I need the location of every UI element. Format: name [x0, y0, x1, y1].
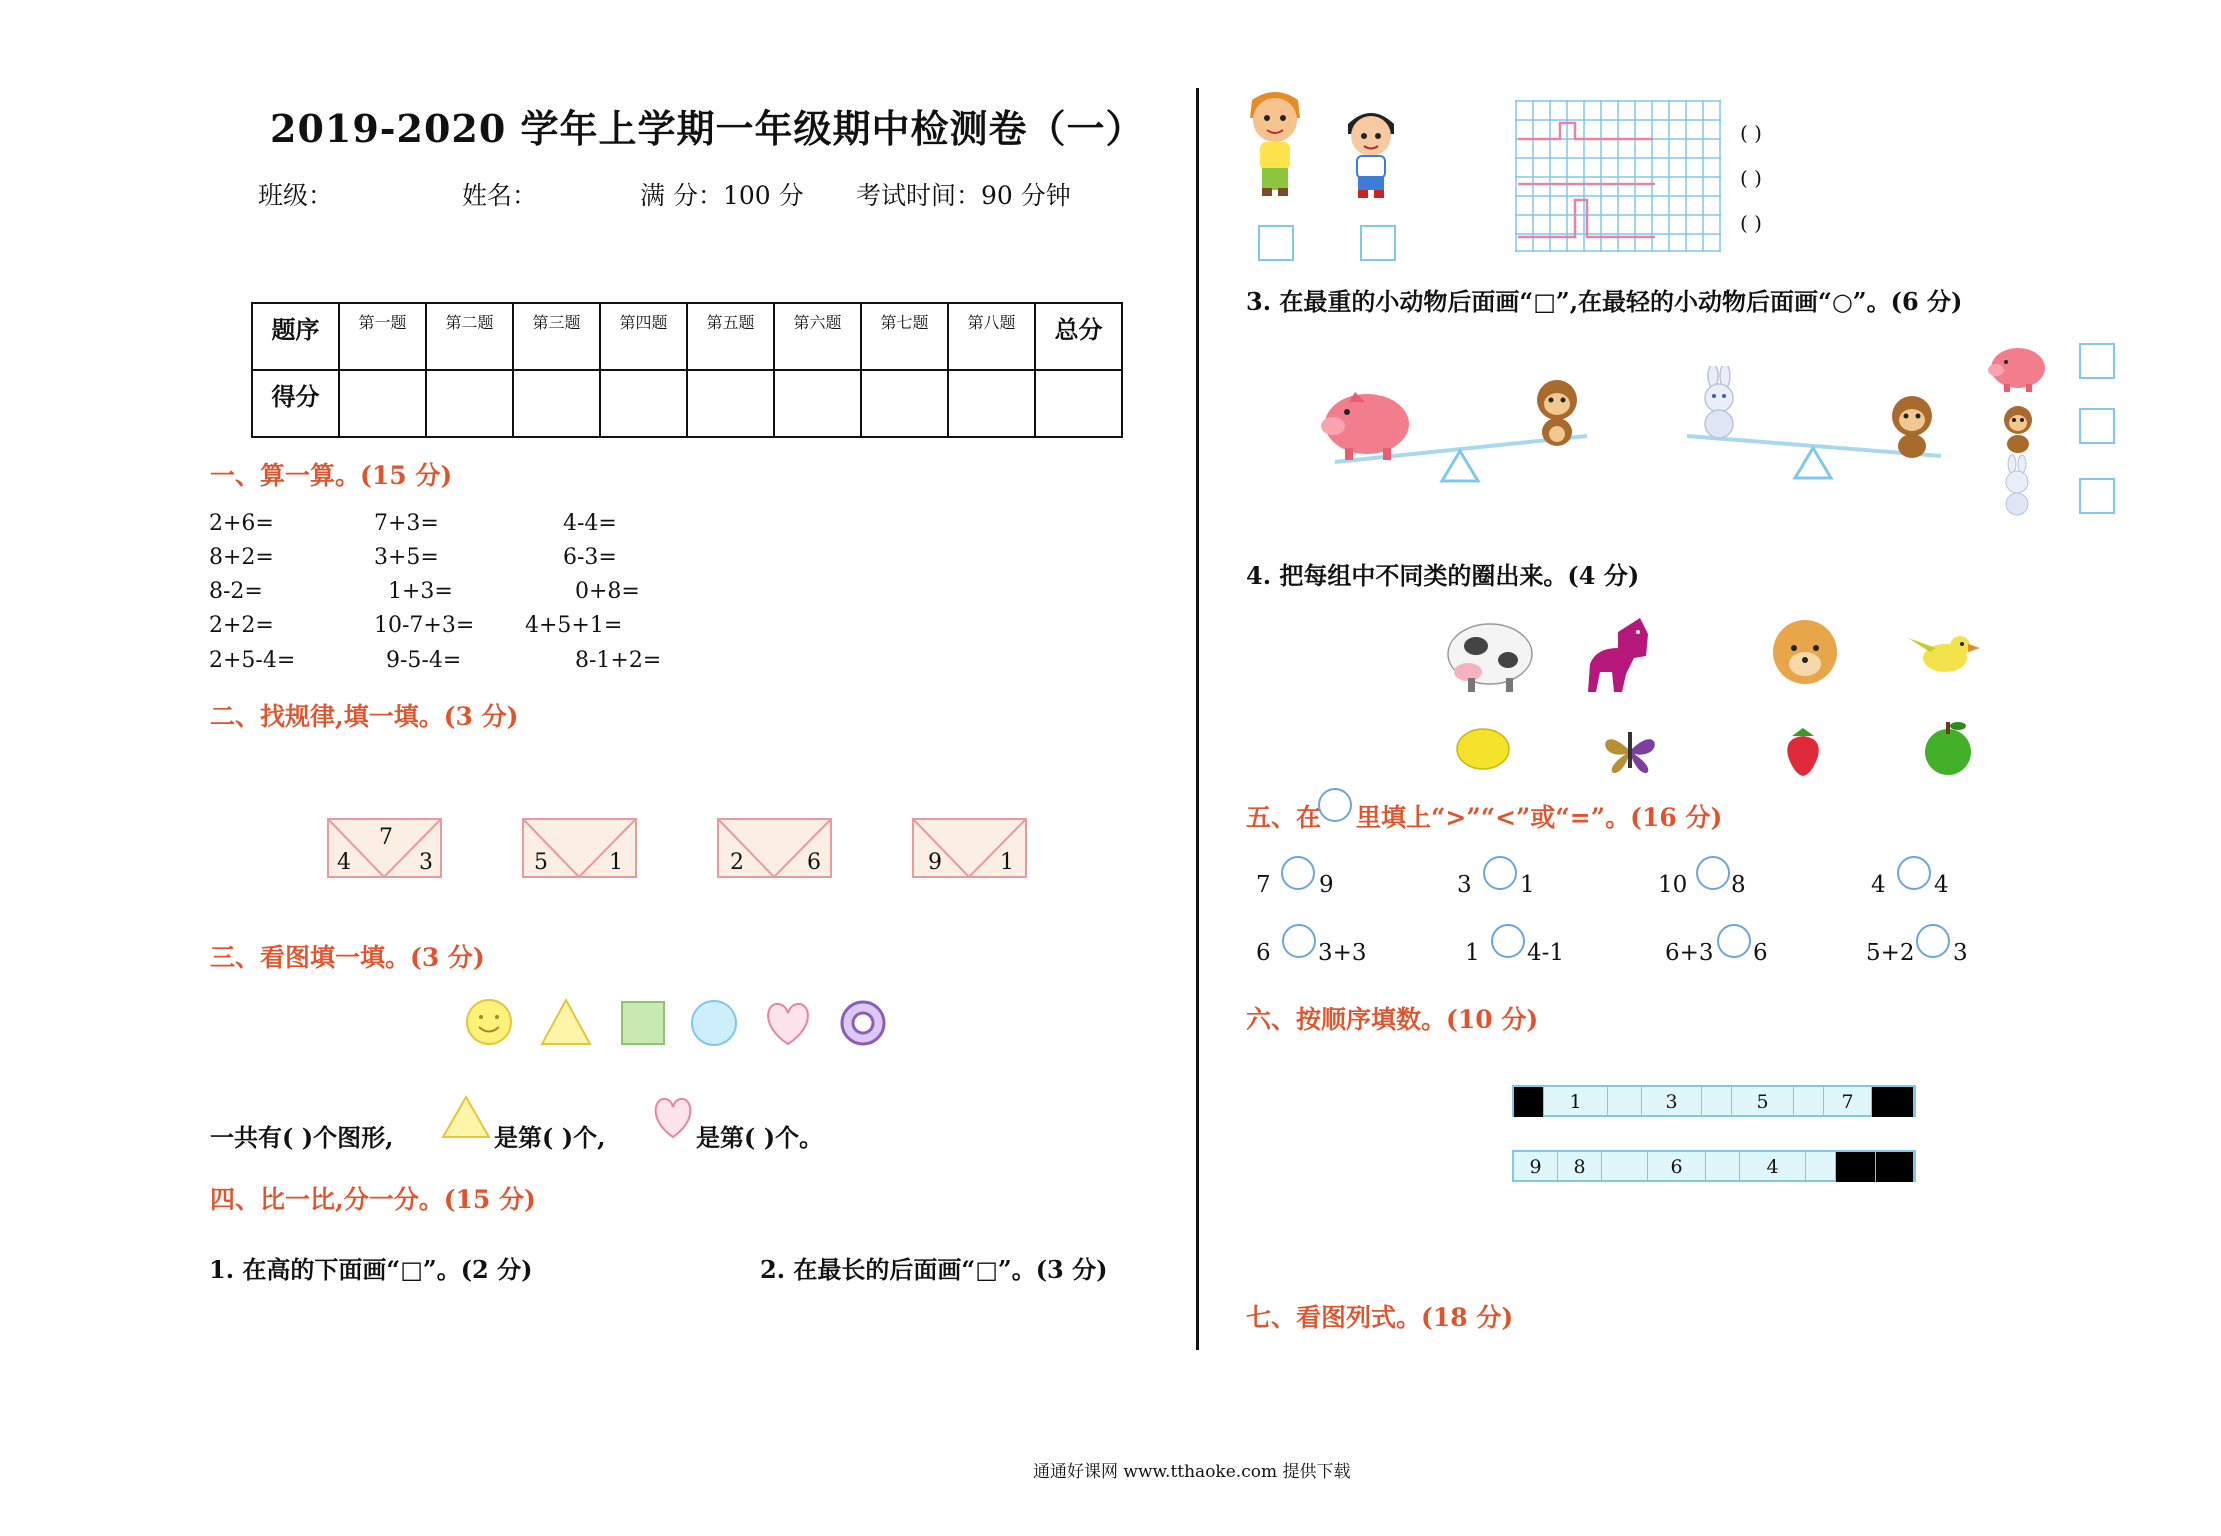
number-cell-blank[interactable] [1702, 1087, 1732, 1117]
triangle-inline-icon [440, 1094, 492, 1140]
compare-right: 6 [1753, 940, 1768, 966]
class-label: 班级： [258, 181, 334, 210]
score-input-cell[interactable] [339, 370, 426, 437]
compare-right: 3 [1953, 940, 1968, 966]
envelope [912, 818, 1027, 878]
envelope-right-number: 6 [807, 850, 821, 875]
problem: 2+5-4= [209, 648, 296, 673]
compare-right: 4-1 [1527, 940, 1565, 966]
compare-circle-blank[interactable] [1717, 924, 1751, 958]
compare-circle-blank[interactable] [1281, 856, 1315, 890]
score-table [251, 302, 1123, 438]
compare-circle-blank[interactable] [1916, 924, 1950, 958]
horse-icon[interactable] [1588, 618, 1648, 692]
lemon-icon[interactable] [1457, 729, 1509, 769]
section3-question-part1: 一共有( )个图形, [210, 1123, 394, 1152]
score-table-header-row [252, 303, 1122, 370]
problem: 8+2= [209, 545, 274, 570]
number-cell-blank[interactable] [1706, 1152, 1740, 1182]
problem: 6-3= [563, 545, 617, 570]
grid-paper-figure [1515, 100, 1721, 252]
section5-title-post: 里填上“>”“<”或“=”。(16 分) [1356, 803, 1723, 832]
problem: 10-7+3= [374, 613, 475, 638]
problem: 8-2= [209, 579, 263, 604]
number-strip-bottom [1512, 1150, 1916, 1182]
smiley-face-icon [467, 1000, 511, 1044]
section1-title: 一、算一算。(15 分) [210, 461, 453, 490]
problem: 3+5= [374, 545, 439, 570]
dog-icon[interactable] [1773, 620, 1837, 684]
compare-left: 5+2 [1866, 940, 1915, 966]
envelope [717, 818, 832, 878]
butterfly-icon[interactable] [1605, 732, 1655, 773]
number-cell: 5 [1732, 1087, 1794, 1117]
problem: 2+6= [209, 511, 274, 536]
seesaw-figures [1305, 366, 1955, 526]
envelope-right-number: 1 [609, 850, 623, 875]
rabbit-icon [2006, 455, 2028, 515]
problem: 1+3= [388, 579, 453, 604]
monkey-icon [1892, 396, 1932, 458]
answer-square-box[interactable] [2079, 408, 2115, 444]
score-input-cell[interactable] [774, 370, 861, 437]
compare-right: 1 [1520, 872, 1535, 898]
cow-icon[interactable] [1448, 624, 1532, 692]
problem: 4-4= [563, 511, 617, 536]
score-cell-label: 得分 [252, 370, 339, 437]
compare-left: 3 [1457, 872, 1472, 898]
envelope [327, 818, 442, 878]
strawberry-icon[interactable] [1787, 728, 1818, 776]
section4-title: 四、比一比,分一分。(15 分) [210, 1185, 536, 1214]
problem: 0+8= [575, 579, 640, 604]
compare-left: 4 [1871, 872, 1886, 898]
column-divider [1196, 88, 1199, 1350]
score-cell-header: 第一题 [339, 303, 426, 370]
number-cell-blank[interactable] [1608, 1087, 1642, 1117]
apple-icon[interactable] [1925, 722, 1971, 775]
envelope-top-number: 7 [379, 825, 393, 850]
envelope-left-number: 5 [534, 850, 548, 875]
answer-bracket[interactable]: ( ) [1740, 211, 1762, 235]
score-input-cell[interactable] [861, 370, 948, 437]
tall-boy-icon [1240, 88, 1310, 198]
section2-title: 二、找规律,填一填。(3 分) [210, 702, 519, 731]
number-cell-blank[interactable] [1794, 1087, 1824, 1117]
compare-circle-blank[interactable] [1282, 924, 1316, 958]
exam-time: 考试时间：90 分钟 [856, 181, 1071, 210]
pig-icon [1321, 392, 1409, 460]
envelope-right-number: 1 [1000, 850, 1014, 875]
shape-row [460, 994, 900, 1054]
score-input-cell[interactable] [426, 370, 513, 437]
score-input-cell[interactable] [948, 370, 1035, 437]
section4-q2: 2. 在最长的后面画“□”。(3 分) [760, 1255, 1108, 1284]
score-cell-header: 第八题 [948, 303, 1035, 370]
number-cell-blank[interactable] [1806, 1152, 1836, 1182]
answer-square-box[interactable] [1258, 225, 1294, 261]
black-end-cell [1836, 1152, 1876, 1182]
score-cell-header: 第三题 [513, 303, 600, 370]
number-cell: 4 [1740, 1152, 1806, 1182]
problem: 2+2= [209, 613, 274, 638]
envelope-left-number: 4 [337, 850, 351, 875]
problem: 4+5+1= [525, 613, 623, 638]
section7-title: 七、看图列式。(18 分) [1246, 1303, 1514, 1332]
problem: 8-1+2= [575, 648, 662, 673]
compare-left: 6 [1256, 940, 1271, 966]
score-cell-header: 第六题 [774, 303, 861, 370]
number-cell: 6 [1648, 1152, 1706, 1182]
compare-left: 10 [1658, 872, 1688, 898]
compare-right: 9 [1319, 872, 1334, 898]
number-cell: 3 [1642, 1087, 1702, 1117]
triangle-shape-icon [542, 1000, 590, 1044]
number-cell: 1 [1544, 1087, 1608, 1117]
envelope-left-number: 9 [928, 850, 942, 875]
section4-q4: 4. 把每组中不同类的圈出来。(4 分) [1246, 561, 1640, 590]
score-input-cell[interactable] [513, 370, 600, 437]
compare-left: 1 [1465, 940, 1480, 966]
envelope-left-number: 2 [730, 850, 744, 875]
pig-icon [1988, 348, 2045, 392]
monkey-icon [2004, 406, 2032, 453]
score-cell-label: 题序 [252, 303, 339, 370]
number-cell-blank[interactable] [1602, 1152, 1648, 1182]
short-boy-icon [1340, 106, 1402, 202]
section3-title: 三、看图填一填。(3 分) [210, 943, 485, 972]
full-score: 满 分：100 分 [640, 181, 804, 210]
monkey-icon [1537, 380, 1577, 446]
compare-left: 6+3 [1665, 940, 1714, 966]
number-cell: 7 [1824, 1087, 1872, 1117]
section6-title: 六、按顺序填数。(10 分) [1246, 1005, 1539, 1034]
score-cell-header: 第四题 [600, 303, 687, 370]
score-cell-header: 第二题 [426, 303, 513, 370]
heart-shape-icon [768, 1004, 808, 1044]
answer-square-box[interactable] [1360, 225, 1396, 261]
black-end-cell [1514, 1087, 1544, 1117]
black-end-cell [1876, 1152, 1914, 1182]
number-cell: 9 [1514, 1152, 1558, 1182]
rabbit-icon [1705, 366, 1733, 438]
name-label: 姓名： [462, 181, 538, 210]
compare-left: 7 [1256, 872, 1271, 898]
compare-right: 4 [1934, 872, 1949, 898]
envelope-right-number: 3 [419, 850, 433, 875]
title-circle-icon [1318, 788, 1352, 822]
classification-images[interactable] [1440, 612, 2000, 782]
bird-icon[interactable] [1908, 636, 1980, 672]
envelope [522, 818, 637, 878]
black-end-cell [1872, 1087, 1914, 1117]
section3-question-part2: 是第( )个, [494, 1123, 606, 1152]
answer-square-box[interactable] [2079, 343, 2115, 379]
score-cell-header: 第七题 [861, 303, 948, 370]
footer-credit: 通通好课网 www.tthaoke.com 提供下载 [1033, 1462, 1351, 1482]
circle-shape-icon [692, 1001, 736, 1045]
score-table-score-row [252, 370, 1122, 437]
heart-inline-icon [650, 1094, 696, 1140]
problem: 9-5-4= [386, 648, 462, 673]
square-shape-icon [622, 1002, 664, 1044]
ring-shape-icon [842, 1002, 884, 1044]
score-input-cell[interactable] [600, 370, 687, 437]
compare-circle-blank[interactable] [1483, 856, 1517, 890]
answer-square-box[interactable] [2079, 478, 2115, 514]
section5-title-pre: 五、在 [1246, 803, 1322, 832]
compare-circle-blank[interactable] [1491, 924, 1525, 958]
page-title: 2019-2020 学年上学期一年级期中检测卷（一） [270, 106, 1145, 151]
compare-right: 8 [1731, 872, 1746, 898]
number-cell: 8 [1558, 1152, 1602, 1182]
problem: 7+3= [374, 511, 439, 536]
number-strip-top [1512, 1085, 1916, 1117]
score-cell-header: 第五题 [687, 303, 774, 370]
animal-column [1988, 340, 2048, 520]
section3-question-part3: 是第( )个。 [696, 1123, 824, 1152]
compare-circle-blank[interactable] [1897, 856, 1931, 890]
score-cell-total: 总分 [1035, 303, 1122, 370]
compare-circle-blank[interactable] [1696, 856, 1730, 890]
answer-bracket[interactable]: ( ) [1740, 166, 1762, 190]
score-input-cell[interactable] [687, 370, 774, 437]
score-input-cell[interactable] [1035, 370, 1122, 437]
section4-q1: 1. 在高的下面画“□”。(2 分) [209, 1255, 533, 1284]
compare-right: 3+3 [1318, 940, 1367, 966]
answer-bracket[interactable]: ( ) [1740, 121, 1762, 145]
section4-q3: 3. 在最重的小动物后面画“□”,在最轻的小动物后面画“○”。(6 分) [1246, 287, 1963, 316]
